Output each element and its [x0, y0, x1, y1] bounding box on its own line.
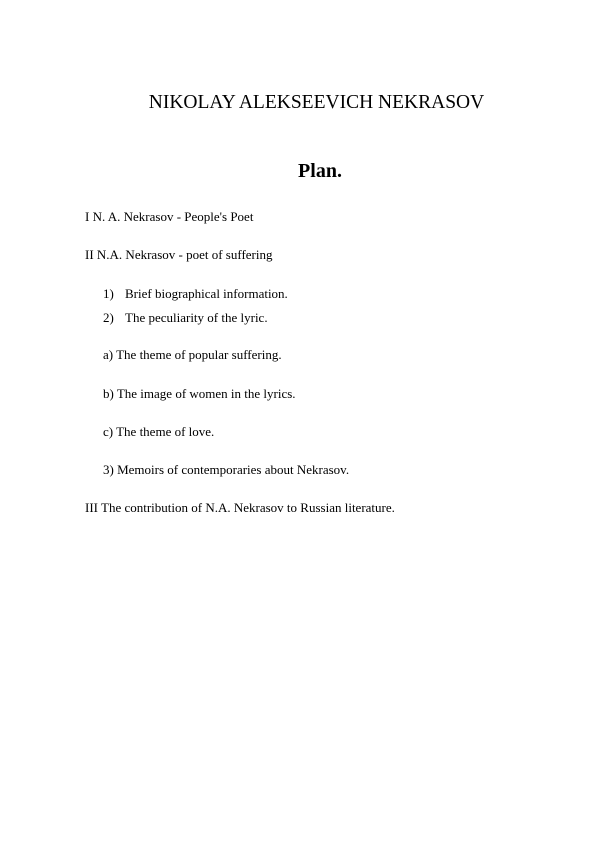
- document-title-text: NIKOLAY ALEKSEEVICH NEKRASOV: [148, 92, 485, 113]
- plan-subitem-1: [103, 286, 288, 302]
- plan-subitem-c: c) The theme of love.: [103, 424, 215, 439]
- plan-subitem-2-text: The peculiarity of the lyric.: [125, 310, 268, 325]
- plan-subitem-b: b) The image of women in the lyrics.: [103, 386, 296, 401]
- document-title: [0, 92, 596, 114]
- plan-subitem-1-text: Brief biographical information.: [125, 286, 288, 301]
- plan-item-1: I N. A. Nekrasov - People's Poet: [85, 209, 254, 224]
- plan-item-2: II N.A. Nekrasov - poet of suffering: [85, 247, 273, 262]
- plan-heading: [0, 159, 596, 183]
- plan-heading-text: Plan.: [298, 160, 342, 182]
- plan-subitem-a: a) The theme of popular suffering.: [103, 347, 282, 362]
- plan-subitem-2: [103, 310, 268, 326]
- plan-subitem-3: 3) Memoirs of contemporaries about Nekrasov.: [103, 462, 350, 477]
- plan-subitem-1-number: 1): [103, 286, 114, 301]
- plan-item-3: III The contribution of N.A. Nekrasov to Russian literature.: [85, 500, 395, 515]
- plan-subitem-2-number: 2): [103, 310, 114, 325]
